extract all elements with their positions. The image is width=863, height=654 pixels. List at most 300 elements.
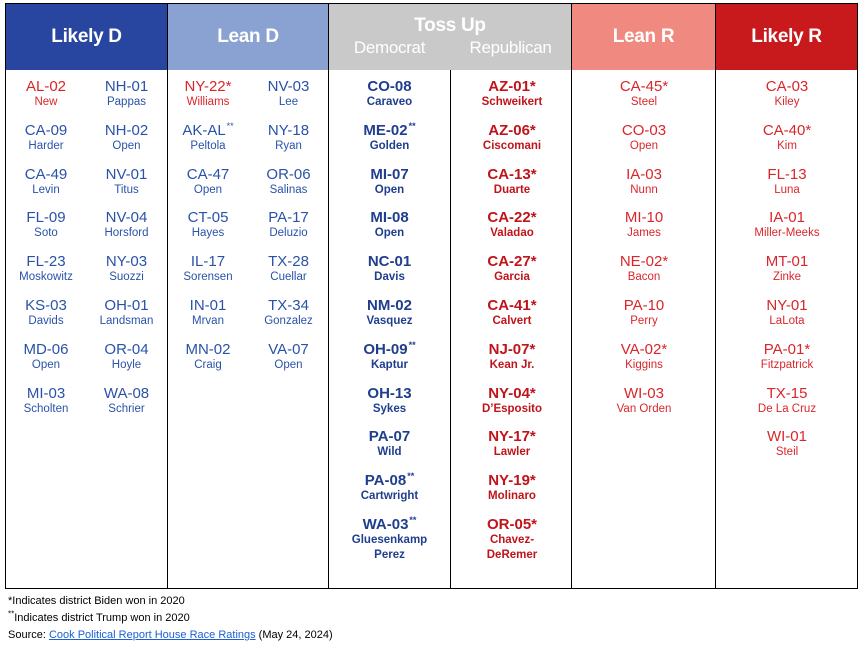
district-code — [6, 253, 86, 270]
district-entry — [716, 166, 858, 198]
lean-r-list — [572, 70, 716, 588]
district-code-text: NY-01 — [766, 297, 808, 314]
district-code-text: IN-01 — [189, 297, 227, 314]
district-entry — [86, 253, 167, 285]
district-code — [451, 428, 573, 445]
incumbent-name: Schrier — [108, 402, 145, 415]
incumbent-name: Golden — [369, 139, 410, 152]
incumbent-name: Deluzio — [269, 227, 308, 240]
district-code — [716, 209, 858, 226]
incumbent-name: Soto — [34, 227, 58, 240]
district-entry — [248, 297, 329, 329]
column-lean-r — [571, 4, 715, 588]
district-code-text: AZ-01 — [488, 78, 530, 95]
incumbent-name: Lee — [278, 96, 299, 108]
district-mark: * — [804, 340, 811, 358]
district-code-text: CA-45 — [619, 78, 663, 95]
district-code — [451, 166, 573, 183]
district-code-text: NY-04 — [488, 384, 530, 402]
district-code — [248, 297, 329, 314]
district-code — [168, 297, 248, 314]
district-mark: ** — [408, 339, 416, 350]
district-entry — [329, 166, 450, 198]
header-toss-up-democrat: Democrat — [353, 38, 426, 57]
district-code — [329, 385, 450, 402]
incumbent-name: Sorensen — [183, 271, 233, 284]
incumbent-name: Vasquez — [366, 315, 413, 327]
district-mark: ** — [408, 120, 416, 131]
district-code-text: NH-02 — [104, 121, 149, 139]
district-mark: * — [530, 209, 537, 227]
district-code-text: OR-06 — [266, 165, 311, 183]
footnote-biden-mark: * — [8, 595, 13, 607]
incumbent-name: Steel — [630, 96, 658, 108]
ratings-table — [5, 3, 858, 589]
incumbent-name: Wild — [377, 446, 402, 459]
header-toss-up — [329, 4, 571, 70]
district-mark: * — [662, 78, 669, 95]
incumbent-name: Suozzi — [109, 271, 144, 284]
district-code — [168, 209, 248, 226]
district-mark: * — [530, 297, 537, 314]
incumbent-name: Open — [274, 358, 303, 371]
incumbent-name: Hayes — [191, 227, 225, 240]
district-code — [451, 516, 573, 533]
incumbent-name: James — [627, 227, 661, 240]
header-toss-up-title: Toss Up — [414, 15, 486, 36]
district-mark: ** — [407, 471, 415, 482]
district-code-text: CA-49 — [24, 165, 68, 183]
footnote-biden — [8, 593, 333, 610]
district-entry — [86, 166, 167, 198]
district-entry — [86, 78, 167, 110]
district-entry — [329, 253, 450, 285]
district-entry — [716, 122, 858, 154]
district-code-text: CA-09 — [24, 121, 68, 139]
district-mark: ** — [409, 515, 417, 525]
district-entry — [86, 341, 167, 373]
district-code-text: NC-01 — [367, 253, 412, 271]
district-code-text: MI-03 — [26, 384, 66, 402]
district-code — [6, 297, 86, 314]
incumbent-name: Craig — [194, 358, 222, 371]
incumbent-name: Steil — [775, 446, 799, 459]
district-entry — [6, 341, 86, 373]
district-code — [329, 341, 450, 358]
header-likely-r — [716, 4, 857, 70]
district-entry — [572, 209, 716, 241]
source-prefix: Source: — [8, 629, 49, 641]
district-code — [168, 341, 248, 358]
district-entry — [572, 341, 716, 373]
district-code — [329, 297, 450, 314]
district-code-text: VA-02 — [620, 340, 662, 358]
district-code-text: FL-23 — [26, 253, 66, 271]
district-code — [86, 253, 167, 270]
district-entry — [451, 166, 573, 198]
district-code-text: PA-01 — [763, 340, 805, 358]
district-code — [329, 209, 450, 226]
district-code-text: MI-10 — [624, 209, 664, 227]
district-code-text: NV-03 — [267, 78, 310, 95]
district-entry — [329, 341, 450, 373]
header-lean-r — [572, 4, 715, 70]
district-code — [451, 122, 573, 139]
district-code-text: WI-01 — [766, 428, 807, 446]
likely-r-list — [716, 70, 858, 588]
district-code-text: CA-22 — [487, 209, 531, 227]
district-entry — [168, 122, 248, 154]
header-toss-up-subtitles — [329, 37, 571, 59]
incumbent-name: D’Esposito — [481, 402, 543, 415]
incumbent-name: Caraveo — [366, 96, 413, 108]
source-date: (May 24, 2024) — [255, 629, 333, 641]
district-entry — [329, 428, 450, 460]
column-toss-up — [328, 4, 571, 588]
district-code-text: CA-27 — [487, 253, 531, 271]
column-likely-r — [715, 4, 857, 588]
district-entry — [716, 78, 858, 110]
district-code-text: NY-18 — [267, 121, 310, 139]
district-code — [168, 253, 248, 270]
district-code-text: WA-03 — [362, 516, 409, 533]
district-entry — [329, 78, 450, 110]
district-code-text: CA-47 — [186, 165, 230, 183]
district-code-text: ME-02 — [363, 121, 408, 139]
district-code-text: NV-01 — [105, 165, 148, 183]
district-code — [716, 297, 858, 314]
district-code-text: OR-04 — [104, 340, 149, 358]
incumbent-name: Peltola — [190, 139, 226, 152]
district-code — [168, 122, 248, 139]
district-code — [716, 122, 858, 139]
district-code-text: PA-07 — [368, 428, 411, 446]
district-code — [86, 78, 167, 95]
district-entry — [248, 209, 329, 241]
district-code-text: CO-08 — [367, 78, 412, 95]
district-mark: * — [530, 253, 537, 271]
district-code-text: AL-02 — [25, 78, 67, 95]
district-entry — [716, 341, 858, 373]
district-entry — [168, 297, 248, 329]
district-code-text: CT-05 — [187, 209, 229, 227]
header-likely-d-title: Likely D — [51, 26, 122, 47]
district-entry — [451, 253, 573, 285]
incumbent-name: Garcia — [494, 271, 530, 284]
district-code-text: WI-03 — [623, 384, 664, 402]
district-code — [248, 166, 329, 183]
district-code-text: CO-03 — [621, 121, 667, 139]
district-code-text: NV-04 — [105, 209, 148, 227]
district-code-text: TX-15 — [766, 384, 808, 402]
incumbent-name: Molinaro — [488, 490, 536, 503]
district-entry — [248, 122, 329, 154]
district-code-text: OH-13 — [367, 384, 412, 402]
toss-up-democrat-list — [329, 70, 450, 588]
district-entry — [572, 253, 716, 285]
incumbent-name: Titus — [114, 183, 139, 196]
district-code-text: PA-17 — [268, 209, 309, 227]
district-mark: * — [529, 384, 536, 402]
incumbent-name: Cartwright — [360, 490, 419, 503]
district-entry — [248, 341, 329, 373]
incumbent-name: Hoyle — [111, 358, 142, 371]
header-lean-r-title: Lean R — [612, 26, 675, 47]
district-code — [451, 297, 573, 314]
district-code — [451, 385, 573, 402]
district-code-text: MT-01 — [765, 253, 809, 271]
district-code-text: NH-01 — [104, 78, 149, 95]
district-mark: * — [662, 253, 669, 271]
district-code — [329, 253, 450, 270]
district-code-text: IA-01 — [769, 209, 805, 227]
district-entry — [716, 428, 858, 460]
district-code-text: NY-17 — [488, 428, 530, 446]
incumbent-name: Fitzpatrick — [760, 358, 814, 371]
district-code-text: MN-02 — [185, 340, 231, 358]
likely-d-left-list — [6, 70, 86, 588]
incumbent-name: Van Orden — [616, 402, 672, 415]
footnote-trump-mark: ** — [8, 609, 15, 619]
district-entry — [572, 122, 716, 154]
district-mark: * — [529, 340, 536, 358]
district-code — [716, 78, 858, 95]
incumbent-name: Kiggins — [625, 358, 663, 371]
district-code-text: AK-AL — [182, 121, 226, 139]
district-code — [6, 385, 86, 402]
district-code-text: CA-41 — [487, 297, 531, 314]
district-code-text: NM-02 — [366, 297, 412, 314]
district-entry — [86, 209, 167, 241]
incumbent-name-line2: DeRemer — [486, 549, 538, 561]
incumbent-name: Valadao — [490, 227, 534, 240]
lean-d-left-list — [168, 70, 248, 588]
district-entry — [329, 385, 450, 417]
incumbent-name: Luna — [774, 183, 800, 196]
header-lean-d-title: Lean D — [217, 26, 279, 47]
district-code — [572, 78, 716, 95]
district-mark: * — [661, 340, 668, 358]
district-code — [329, 122, 450, 139]
district-entry — [86, 122, 167, 154]
district-code-text: NE-02 — [619, 253, 663, 271]
district-code — [329, 472, 450, 489]
incumbent-name: Ryan — [275, 139, 302, 152]
district-code — [716, 385, 858, 402]
incumbent-name: Williams — [186, 96, 230, 108]
footnotes — [8, 593, 333, 644]
district-code-text: OR-05 — [486, 516, 532, 533]
incumbent-name: Harder — [28, 139, 64, 152]
incumbent-name: De La Cruz — [757, 402, 817, 415]
district-code — [329, 166, 450, 183]
district-code — [86, 385, 167, 402]
district-code-text: CA-40 — [762, 121, 806, 139]
district-code — [329, 78, 450, 95]
district-entry — [6, 385, 86, 417]
incumbent-name: Open — [629, 139, 659, 152]
incumbent-name: Open — [112, 139, 141, 152]
incumbent-name: Schweikert — [481, 96, 543, 108]
district-code — [451, 78, 573, 95]
header-likely-d — [6, 4, 167, 70]
district-entry — [248, 253, 329, 285]
district-mark: * — [805, 121, 812, 139]
district-code — [329, 516, 450, 533]
column-lean-d — [167, 4, 328, 588]
district-entry — [86, 297, 167, 329]
incumbent-name: Horsford — [104, 227, 149, 240]
district-code — [248, 122, 329, 139]
district-code-text: MD-06 — [23, 340, 69, 358]
district-entry — [168, 253, 248, 285]
incumbent-name: Salinas — [269, 183, 308, 196]
incumbent-name: Duarte — [493, 183, 531, 196]
district-code — [716, 341, 858, 358]
district-code — [572, 297, 716, 314]
district-code-text: FL-13 — [767, 165, 807, 183]
district-mark: * — [529, 121, 536, 139]
district-mark: * — [529, 78, 536, 95]
district-entry — [168, 166, 248, 198]
incumbent-name: Davis — [374, 271, 405, 284]
district-entry — [248, 166, 329, 198]
district-mark: * — [225, 78, 232, 95]
incumbent-name: Open — [374, 183, 405, 196]
incumbent-name: Calvert — [492, 315, 532, 327]
district-code — [6, 209, 86, 226]
district-entry — [329, 472, 450, 504]
district-code-text: NJ-07 — [488, 340, 530, 358]
incumbent-name: Scholten — [23, 402, 69, 415]
incumbent-name: Zinke — [772, 271, 802, 284]
district-mark: ** — [226, 120, 234, 131]
incumbent-name: Kiley — [774, 96, 800, 108]
district-entry — [168, 209, 248, 241]
incumbent-name: Lawler — [493, 446, 531, 459]
district-entry — [572, 297, 716, 329]
district-code — [248, 253, 329, 270]
district-code-text: FL-09 — [26, 209, 66, 227]
source-link[interactable]: Cook Political Report House Race Ratings — [48, 629, 256, 641]
district-code — [6, 166, 86, 183]
district-code-text: NY-19 — [488, 472, 530, 490]
district-entry — [451, 122, 573, 154]
district-entry — [329, 297, 450, 329]
district-code-text: MI-07 — [370, 165, 409, 183]
district-code — [329, 428, 450, 445]
likely-d-right-list — [86, 70, 167, 588]
district-code — [86, 209, 167, 226]
district-code-text: TX-34 — [268, 297, 309, 314]
district-entry — [716, 209, 858, 241]
district-code — [572, 253, 716, 270]
district-entry — [451, 385, 573, 417]
incumbent-name: Moskowitz — [19, 271, 73, 284]
footnote-source — [8, 627, 333, 644]
district-code — [248, 209, 329, 226]
incumbent-name: Bacon — [627, 271, 661, 284]
district-code — [86, 297, 167, 314]
district-code — [572, 209, 716, 226]
district-code-text: IA-03 — [626, 165, 662, 183]
district-entry — [6, 297, 86, 329]
incumbent-name: New — [34, 96, 58, 108]
district-entry — [451, 341, 573, 373]
district-code-text: OH-01 — [104, 297, 149, 314]
incumbent-name: Pappas — [106, 96, 146, 108]
district-entry — [6, 253, 86, 285]
district-code — [168, 78, 248, 95]
incumbent-name: Open — [31, 358, 61, 371]
incumbent-name: Kaptur — [370, 358, 409, 371]
district-code — [6, 341, 86, 358]
district-code-text: AZ-06 — [488, 121, 530, 139]
district-entry — [168, 341, 248, 373]
district-entry — [6, 78, 86, 110]
district-code — [716, 253, 858, 270]
incumbent-name: Miller-Meeks — [754, 227, 820, 240]
district-code — [572, 385, 716, 402]
district-code-text: TX-28 — [268, 253, 309, 271]
district-code — [451, 472, 573, 489]
incumbent-name: Nunn — [630, 183, 658, 196]
incumbent-name: Davids — [28, 315, 64, 327]
toss-up-republican-list — [450, 70, 573, 588]
incumbent-name: Chavez- — [489, 534, 535, 546]
incumbent-name: Gluesenkamp — [351, 534, 428, 546]
district-code-text: IL-17 — [190, 253, 226, 271]
incumbent-name-line2: Perez — [374, 549, 405, 561]
district-code — [451, 341, 573, 358]
district-code-text: MI-08 — [370, 209, 409, 227]
district-code — [572, 122, 716, 139]
district-code — [716, 428, 858, 445]
district-code — [6, 122, 86, 139]
incumbent-name: Gonzalez — [264, 315, 313, 327]
district-entry — [451, 209, 573, 241]
incumbent-name: LaLota — [769, 315, 805, 327]
district-code — [248, 341, 329, 358]
district-entry — [572, 78, 716, 110]
district-code — [451, 253, 573, 270]
district-code-text: PA-10 — [623, 297, 665, 314]
incumbent-name: Sykes — [372, 402, 407, 415]
district-entry — [716, 253, 858, 285]
district-code-text: PA-08 — [364, 472, 407, 490]
district-mark: * — [531, 516, 538, 533]
district-entry — [451, 472, 573, 504]
district-entry — [6, 209, 86, 241]
district-entry — [6, 166, 86, 198]
district-entry — [6, 122, 86, 154]
district-code — [86, 341, 167, 358]
incumbent-name: Kim — [777, 139, 797, 152]
incumbent-name: Kean Jr. — [489, 358, 535, 371]
district-code-text: NY-03 — [105, 253, 148, 271]
district-mark: * — [529, 472, 536, 490]
incumbent-name: Levin — [32, 183, 60, 196]
lean-d-right-list — [248, 70, 329, 588]
district-mark: * — [529, 428, 536, 446]
district-code-text: WA-08 — [103, 384, 150, 402]
district-code — [168, 166, 248, 183]
district-entry — [451, 516, 573, 563]
district-entry — [716, 385, 858, 417]
district-entry — [329, 122, 450, 154]
incumbent-name: Landsman — [99, 315, 154, 327]
district-mark: * — [530, 165, 537, 183]
